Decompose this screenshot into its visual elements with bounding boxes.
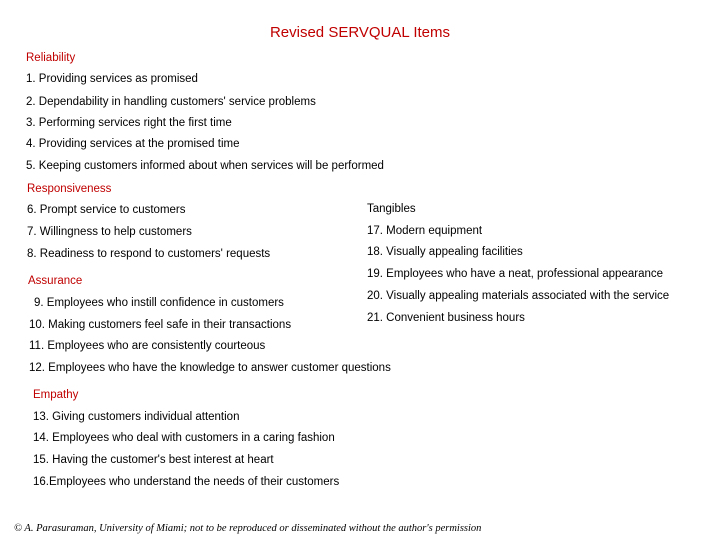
assurance-heading: Assurance — [28, 275, 83, 287]
tangibles-item: 19. Employees who have a neat, professional appearance — [367, 268, 664, 280]
responsiveness-item: 7. Willingness to help customers — [27, 226, 192, 238]
responsiveness-item: 8. Readiness to respond to customers' requests — [27, 248, 271, 260]
tangibles-item: 17. Modern equipment — [367, 225, 483, 237]
page-title: Revised SERVQUAL Items — [269, 24, 451, 41]
reliability-item: 2. Dependability in handling customers' service problems — [26, 96, 316, 108]
empathy-item: 15. Having the customer's best interest at heart — [33, 454, 274, 466]
empathy-item: 16.Employees who understand the needs of their customers — [33, 476, 340, 488]
reliability-item: 1. Providing services as promised — [26, 73, 198, 85]
tangibles-item: 21. Convenient business hours — [367, 312, 525, 324]
reliability-item: 4. Providing services at the promised time — [26, 138, 240, 150]
assurance-item: 11. Employees who are consistently courteous — [29, 340, 266, 352]
assurance-item: 9. Employees who instill confidence in customers — [34, 297, 284, 309]
assurance-item: 12. Employees who have the knowledge to answer customer questions — [29, 362, 391, 374]
tangibles-item: 18. Visually appealing facilities — [367, 246, 523, 258]
reliability-item: 5. Keeping customers informed about when services will be performed — [26, 160, 384, 172]
reliability-heading: Reliability — [26, 52, 76, 64]
responsiveness-heading: Responsiveness — [27, 183, 112, 195]
responsiveness-item: 6. Prompt service to customers — [27, 204, 186, 216]
tangibles-heading: Tangibles — [367, 203, 416, 215]
tangibles-item: 20. Visually appealing materials associated with the service — [367, 290, 670, 302]
empathy-heading: Empathy — [33, 389, 79, 401]
empathy-item: 14. Employees who deal with customers in a caring fashion — [33, 432, 335, 444]
empathy-item: 13. Giving customers individual attention — [33, 411, 240, 423]
assurance-item: 10. Making customers feel safe in their transactions — [29, 319, 292, 331]
reliability-item: 3. Performing services right the first time — [26, 117, 232, 129]
copyright-footer: © A. Parasuraman, University of Miami; not to be reproduced or disseminated without the author's permission — [14, 523, 482, 534]
